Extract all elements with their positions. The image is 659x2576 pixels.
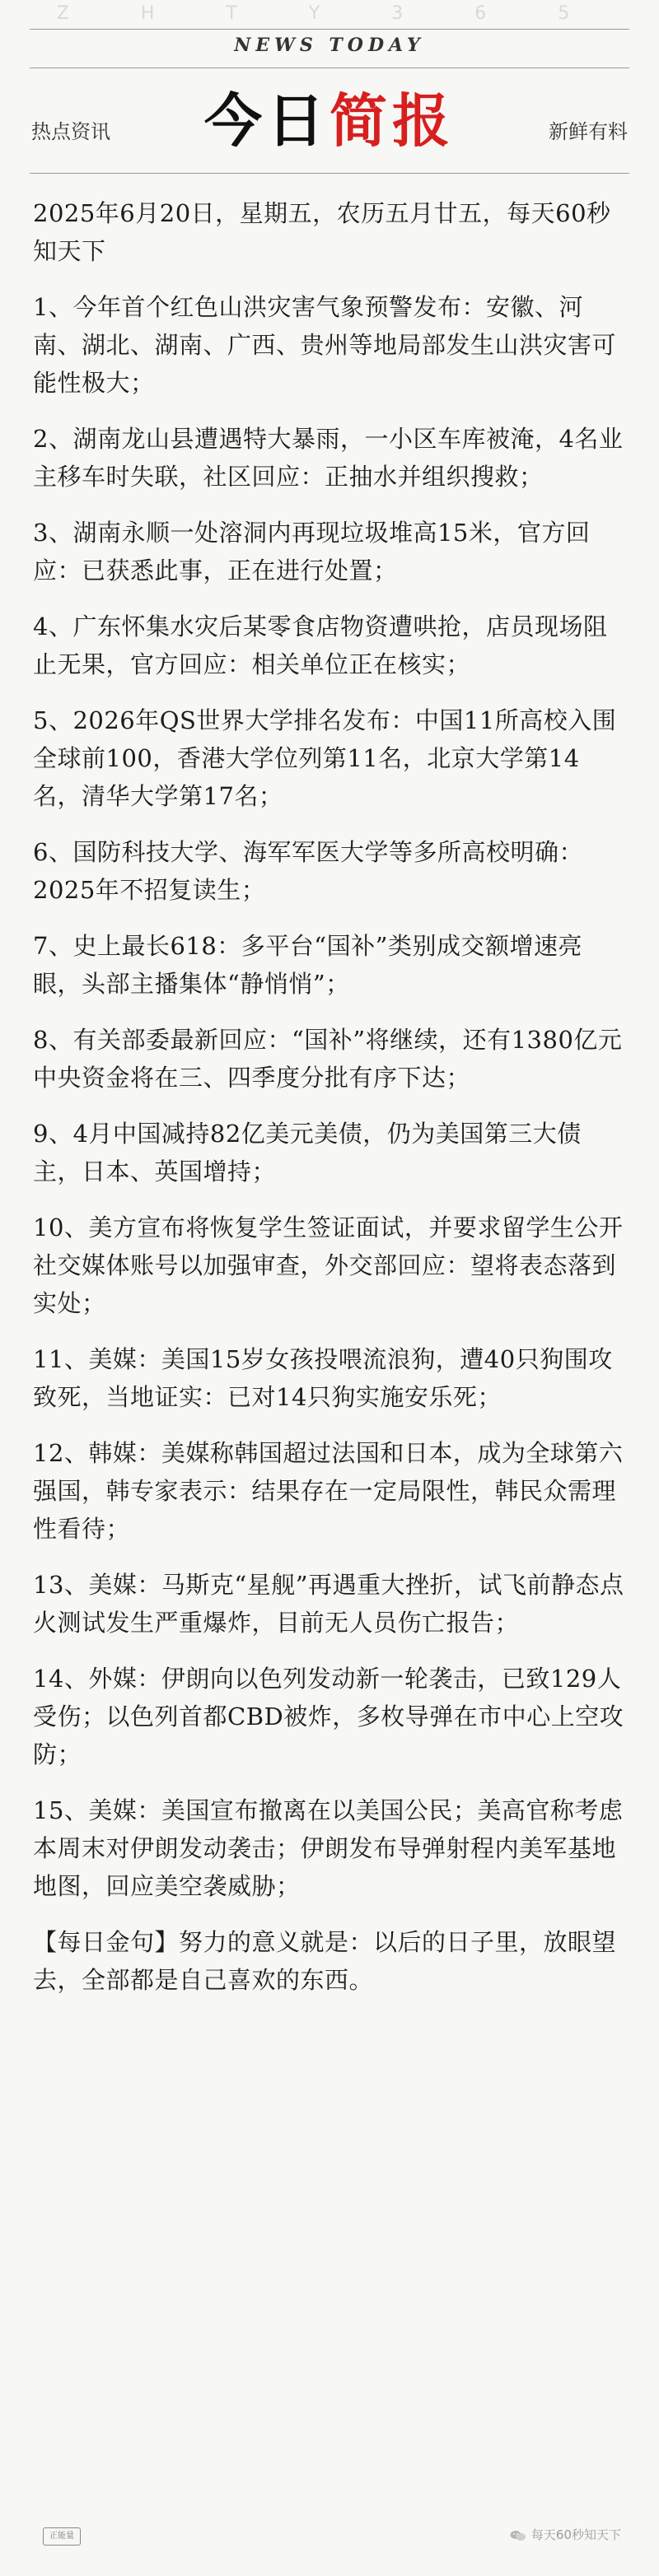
masthead: [0, 0, 659, 189]
news-item-11: 11、美媒：美国15岁女孩投喂流浪狗，遭40只狗围攻致死，当地证实：已对14只狗实施安乐死；: [33, 1345, 613, 1411]
masthead-title-part-b: 简报: [330, 87, 455, 155]
news-item-8: 8、有关部委最新回应：“国补”将继续，还有1380亿元中央资金将在三、四季度分批有序下达；: [33, 1026, 623, 1092]
date-line: 2025年6月20日，星期五，农历五月廿五，每天60秒知天下: [33, 199, 611, 265]
footer: [0, 2503, 659, 2576]
news-item-7: 7、史上最长618：多平台“国补”类别成交额增速亮眼，头部主播集体“静悄悄”；: [33, 932, 582, 998]
footer-watermark: [510, 2526, 621, 2543]
masthead-rule-bottom: [30, 173, 629, 174]
news-item-14: 14、外媒：伊朗向以色列发动新一轮袭击，已致129人受伤；以色列首都CBD被炸，多枚导弹在市中心上空攻防；: [33, 1665, 624, 1768]
news-item-3: 3、湖南永顺一处溶洞内再现垃圾堆高15米，官方回应：已获悉此事，正在进行处置；: [33, 519, 591, 585]
masthead-kicker: NEWS TODAY: [234, 35, 425, 56]
masthead-title-part-a: 今日: [204, 87, 330, 155]
wechat-icon: [510, 2530, 526, 2541]
news-item-12: 12、韩媒：美媒称韩国超过法国和日本，成为全球第六强国，韩专家表示：结果存在一定局限性，韩民众需理性看待；: [33, 1439, 624, 1543]
news-item-10: 10、美方宣布将恢复学生签证面试，并要求留学生公开社交媒体账号以加强审查，外交部回应：望将表态落到实处；: [33, 1213, 624, 1317]
news-content: [33, 194, 626, 2017]
news-item-4: 4、广东怀集水灾后某零食店物资遭哄抢，店员现场阻止无果，官方回应：相关单位正在核实；: [33, 613, 608, 678]
footer-stamp: 正能量: [43, 2527, 81, 2546]
masthead-right-tagline: 新鲜有料: [549, 120, 628, 143]
news-item-2: 2、湖南龙山县遭遇特大暴雨，一小区车库被淹，4名业主移车时失联，社区回应：正抽水并组织搜救；: [33, 425, 624, 491]
news-item-9: 9、4月中国减持82亿美元美债，仍为美国第三大债主，日本、英国增持；: [33, 1120, 582, 1186]
news-item-13: 13、美媒：马斯克“星舰”再遇重大挫折，试飞前静态点火测试发生严重爆炸，目前无人员伤亡报告；: [33, 1571, 624, 1637]
golden-quote: 【每日金句】努力的意义就是：以后的日子里，放眼望去，全部都是自己喜欢的东西。: [33, 1928, 617, 1994]
masthead-rule-top: [30, 29, 629, 30]
news-item-1: 1、今年首个红色山洪灾害气象预警发布：安徽、河南、湖北、湖南、广西、贵州等地局部发生山洪灾害可能性极大；: [33, 293, 617, 397]
news-item-15: 15、美媒：美国宣布撤离在以美国公民；美高官称考虑本周末对伊朗发动袭击；伊朗发布导弹射程内美军基地地图，回应美空袭威胁；: [33, 1796, 624, 1900]
footer-watermark-text: 每天60秒知天下: [530, 2527, 621, 2542]
masthead-ghost-letters: Z H T Y 3 6 5: [56, 3, 603, 24]
news-item-6: 6、国防科技大学、海军军医大学等多所高校明确：2025年不招复读生；: [33, 838, 583, 904]
masthead-left-tagline: 热点资讯: [31, 120, 110, 143]
news-item-5: 5、2026年QS世界大学排名发布：中国11所高校入围全球前100，香港大学位列第11名，北京大学第14名，清华大学第17名；: [33, 706, 617, 810]
